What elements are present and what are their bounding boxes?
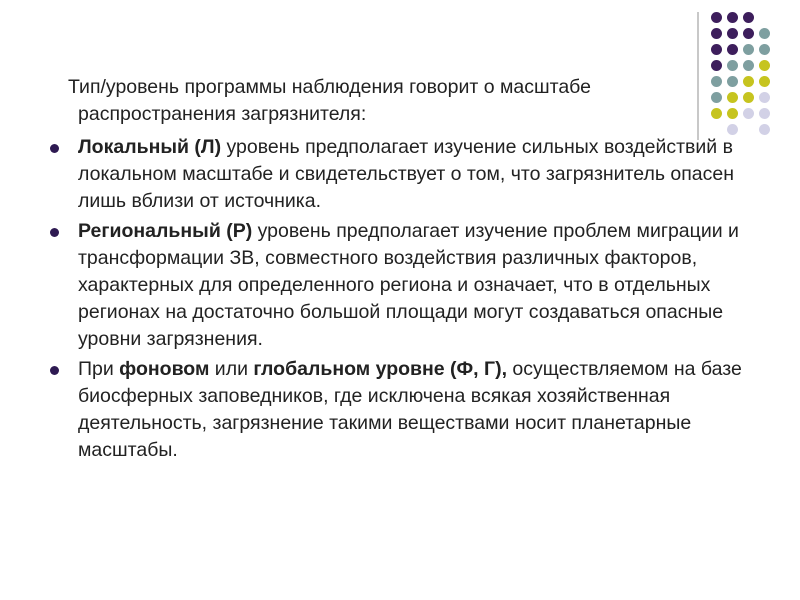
dot <box>759 28 770 39</box>
desc-global: осуществляемом на базе биосферных заповедников, где исключена всякая хозяйственная деятельность, загрязнение такими веществами носит планетарные масштабы. <box>78 358 742 461</box>
dot <box>711 60 722 71</box>
list-item-regional <box>50 218 750 353</box>
dot <box>759 60 770 71</box>
dot <box>759 44 770 55</box>
dot <box>727 28 738 39</box>
dot <box>759 76 770 87</box>
bullet-icon <box>50 144 59 153</box>
dot <box>743 12 754 23</box>
slide-body <box>50 74 750 467</box>
dot <box>711 44 722 55</box>
bullet-icon <box>50 366 59 375</box>
list-item-local <box>50 134 750 215</box>
dot <box>759 124 770 135</box>
list-item-global <box>50 356 750 464</box>
dot <box>727 60 738 71</box>
dot <box>743 44 754 55</box>
dot <box>711 12 722 23</box>
desc-local: уровень предполагает изучение сильных воздействий в локальном масштабе и свидетельствует о том, что загрязнитель опасен лишь вблизи от источника. <box>78 136 735 212</box>
dot <box>759 92 770 103</box>
term-regional: Региональный (Р) <box>78 220 253 242</box>
term-global: глобальном уровне (Ф, Г), <box>253 358 507 380</box>
dot <box>727 44 738 55</box>
dot <box>727 12 738 23</box>
desc-regional: уровень предполагает изучение проблем миграции и трансформации ЗВ, совместного воздействия различных факторов, характерных для определенного региона и означает, что в отдельных регионах на достаточно большой площади могут создаваться опасные уровни загрязнения. <box>78 220 739 350</box>
dot <box>711 28 722 39</box>
dot <box>743 28 754 39</box>
global-prefix: При <box>78 358 120 380</box>
global-connector: или <box>209 358 254 380</box>
dot <box>759 108 770 119</box>
bullet-icon <box>50 228 59 237</box>
dot <box>743 60 754 71</box>
intro-paragraph: Тип/уровень программы наблюдения говорит о масштабе распространения загрязнителя: <box>68 76 591 125</box>
term-background: фоновом <box>119 358 210 380</box>
term-local: Локальный (Л) <box>78 136 222 158</box>
